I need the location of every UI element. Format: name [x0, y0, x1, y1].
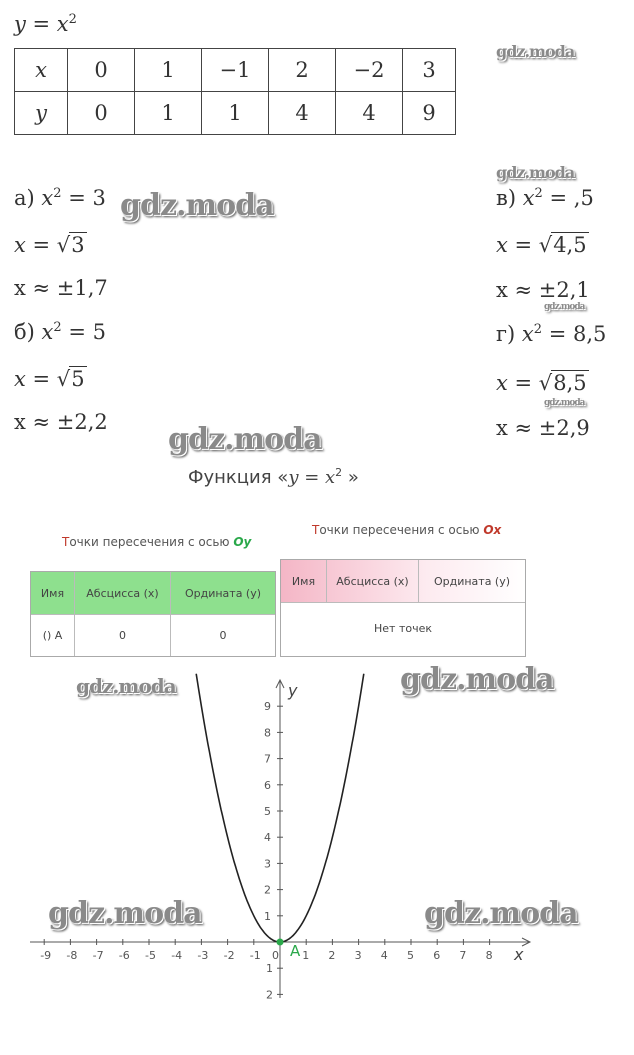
x-tick-label: 0 [272, 949, 279, 962]
values-table [14, 48, 456, 135]
oy-row-ordinate: 0 [219, 628, 227, 642]
eq-v-rhs: = ,5 [549, 186, 594, 210]
eq-a-var: x [41, 186, 54, 210]
eq-g-rhs: = 8,5 [548, 322, 607, 346]
eq-v-root: x = √4,5 [496, 233, 587, 257]
function-title-exp: 2 [335, 466, 343, 479]
eq-g-label: г) [496, 322, 516, 346]
point-a-label: A [290, 942, 301, 960]
x-axis-label: x [514, 945, 524, 964]
table-cell: 0 [68, 92, 135, 135]
table-cell: x [15, 49, 68, 92]
eq-a-approx: x ≈ ±1,7 [14, 276, 108, 300]
table-cell: 0 [68, 49, 135, 92]
oy-header-ordinate: Ордината (y) [184, 586, 262, 600]
table-cell: 1 [135, 49, 202, 92]
watermark: gdz.moda [400, 662, 554, 697]
watermark: gdz.moda [544, 398, 585, 408]
y-tick-label: 3 [264, 857, 271, 871]
eq-a-root-lhs: x = [14, 233, 51, 257]
eq-a: а) $x^2 = 3$ [14, 186, 106, 210]
table-cell: 9 [403, 92, 456, 135]
y-tick-label: 4 [264, 831, 271, 845]
eq-g-approx: x ≈ ±2,9 [496, 416, 590, 440]
x-tick-label: -5 [145, 949, 156, 962]
eq-b-rhs: = 5 [68, 320, 106, 344]
ox-header-ordinate: Ордината (y) [433, 574, 511, 588]
oy-header-abscissa: Абсцисса (x) [75, 572, 171, 614]
table-cell: 2 [269, 49, 336, 92]
ox-header-abscissa: Абсцисса (x) [327, 560, 419, 602]
x-tick-label: -7 [92, 949, 104, 962]
eq-g: г) $x^2 = 8,5$ [496, 322, 607, 346]
y-axis-label: y [288, 681, 298, 700]
ox-table [280, 559, 526, 657]
table-cell: −1 [202, 49, 269, 92]
y-tick-label: 6 [264, 778, 271, 792]
watermark: gdz.moda [76, 674, 176, 698]
oy-header-name: Имя [31, 572, 75, 614]
parabola-chart [0, 668, 634, 1055]
y-tick-label: 2 [264, 883, 271, 897]
y-tick-label: 7 [264, 752, 271, 766]
table-cell: 4 [336, 92, 403, 135]
x-tick-label: 4 [380, 949, 388, 962]
x-tick-label: 1 [302, 949, 310, 962]
y-tick-label: 9 [264, 700, 271, 714]
x-tick-label: 6 [433, 949, 441, 962]
function-header [14, 12, 77, 36]
oy-row-name: () A [31, 614, 75, 656]
watermark: gdz.moda [496, 163, 575, 182]
y-tick-label: 8 [264, 726, 271, 740]
eq-v-root-lhs: x = [496, 233, 533, 257]
watermark: gdz.moda [168, 422, 322, 457]
function-title-suffix: » [342, 467, 359, 488]
eq-b-approx: x ≈ ±2,2 [14, 410, 108, 434]
table-row-x [15, 49, 456, 92]
eq-b-root-lhs: x = [14, 367, 51, 391]
watermark: gdz.moda [120, 188, 274, 223]
watermark: gdz.moda [544, 302, 585, 312]
function-header-text: y = x [14, 12, 69, 36]
eq-v-var: x [522, 186, 535, 210]
eq-b-var: x [41, 320, 54, 344]
x-tick-label: -1 [249, 949, 261, 962]
ox-row-empty: Нет точек [374, 621, 432, 635]
ox-axis-label: Ox [483, 523, 502, 537]
eq-a-label: а) [14, 186, 35, 210]
y-tick-label: 1 [266, 962, 273, 976]
ox-caption: Точки пересечения с осью Ox [312, 523, 502, 537]
eq-g-root-value: 8,5 [553, 371, 587, 395]
function-title [188, 466, 359, 488]
eq-b: б) $x^2 = 5$ [14, 320, 106, 344]
eq-a-root-value: 3 [71, 233, 85, 257]
table-cell: 4 [269, 92, 336, 135]
table-cell: y [15, 92, 68, 135]
table-cell: 3 [403, 49, 456, 92]
point-a-marker [277, 939, 284, 946]
table-row-y [15, 92, 456, 135]
function-header-exponent: 2 [68, 12, 77, 27]
x-tick-label: 8 [485, 949, 493, 962]
x-tick-label: -9 [40, 949, 52, 962]
x-tick-label: 5 [407, 949, 414, 962]
x-tick-label: -6 [118, 949, 130, 962]
eq-v-approx: x ≈ ±2,1 [496, 278, 590, 302]
eq-b-root-value: 5 [71, 367, 85, 391]
x-tick-label: 3 [354, 949, 362, 962]
x-tick-label: -4 [171, 949, 183, 962]
ox-header-name: Имя [281, 560, 327, 602]
eq-b-root: x = √5 [14, 367, 85, 391]
y-tick-label: 1 [264, 909, 271, 923]
eq-a-root: x = √3 [14, 233, 85, 257]
table-cell: −2 [336, 49, 403, 92]
oy-caption: Точки пересечения с осью Oy [62, 535, 252, 549]
eq-g-root-lhs: x = [496, 371, 533, 395]
oy-row-abscissa: 0 [75, 614, 171, 656]
x-tick-label: -3 [197, 949, 209, 962]
table-cell: 1 [202, 92, 269, 135]
table-cell: 1 [135, 92, 202, 135]
x-tick-label: 2 [328, 949, 336, 962]
y-tick-label: 5 [264, 805, 271, 818]
eq-v-label: в) [496, 186, 517, 210]
x-tick-label: -8 [66, 949, 78, 962]
y-tick-label: 2 [266, 988, 273, 1002]
x-tick-label: 7 [459, 949, 467, 962]
oy-table [30, 571, 276, 657]
function-title-expr: y = x [288, 467, 336, 488]
watermark: gdz.moda [424, 896, 578, 931]
eq-v-root-value: 4,5 [553, 233, 587, 257]
eq-g-var: x [521, 322, 534, 346]
oy-axis-label: Oy [233, 535, 252, 549]
x-tick-label: -2 [223, 949, 235, 962]
function-title-prefix: Функция « [188, 467, 289, 488]
eq-b-label: б) [14, 320, 35, 344]
eq-v: в) $x^2 = ,5$ [496, 186, 594, 210]
watermark: gdz.moda [48, 896, 202, 931]
eq-a-rhs: = 3 [68, 186, 106, 210]
eq-g-root: x = √8,5 [496, 371, 587, 395]
watermark: gdz.moda [496, 42, 575, 61]
